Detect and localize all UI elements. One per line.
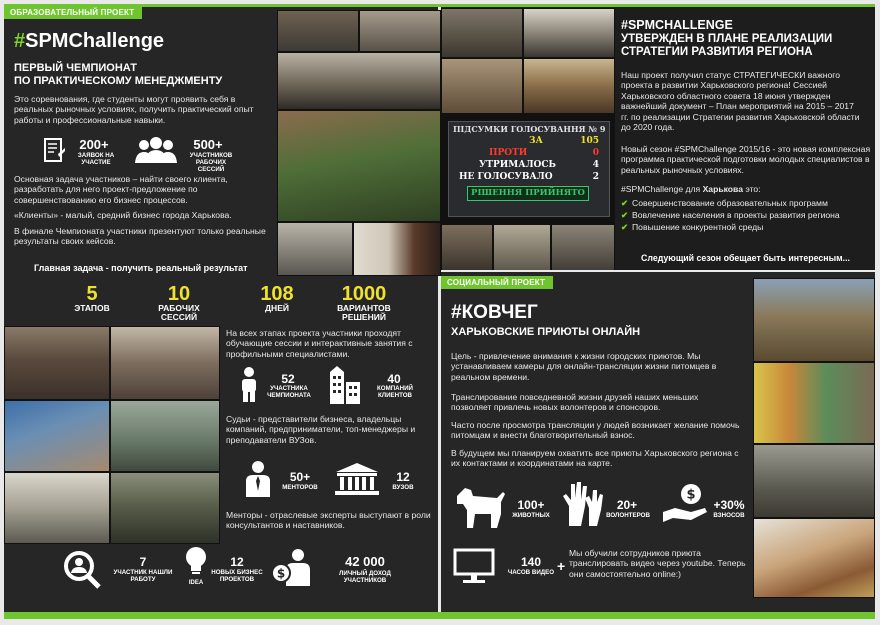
- voting-abstained: УТРИМАЛОСЬ 4: [479, 160, 599, 170]
- bottom-accent-bar: [4, 612, 875, 619]
- spm-subtitle: ПЕРВЫЙ ЧЕМПИОНАТ ПО ПРАКТИЧЕСКОМУ МЕНЕДЖМЕНТУ: [14, 62, 223, 87]
- big-days-label: ДНЕЙ: [265, 303, 289, 313]
- stat-applications-label: ЗАЯВОК НА УЧАСТИЕ: [77, 152, 115, 166]
- photo-volunteers-dogs: [753, 278, 875, 362]
- stat-volunteers-number: 20+: [616, 498, 638, 512]
- stat-jobs-label: УЧАСТНИК НАШЛИ РАБОТУ: [113, 569, 173, 583]
- stat-video-hours-label: ЧАСОВ ВИДЕО: [507, 569, 555, 576]
- trained-staff-text: Мы обучили сотрудников приюта транслировать видео через youtube. Теперь они самостоятельно online:): [569, 548, 746, 579]
- stat-donations-label: ВЗНОСОВ: [713, 512, 745, 519]
- stat-participants52-number: 52: [281, 372, 295, 386]
- voting-for: ЗА 105: [529, 136, 599, 146]
- big-sessions-label: РАБОЧИХ СЕССИЙ: [158, 303, 200, 322]
- education-project-tag: ОБРАЗОВАТЕЛЬНЫЙ ПРОЕКТ: [4, 6, 142, 19]
- big-days-number: 108: [260, 283, 294, 305]
- stat-business-projects-number: 12: [230, 555, 244, 569]
- group-people-icon: [134, 137, 178, 163]
- application-form-icon: [44, 138, 66, 164]
- checklist-item-1: ✔ Совершенствование образовательных программ: [621, 198, 828, 208]
- photo-council-session: [441, 58, 523, 114]
- buildings-icon: [326, 364, 364, 404]
- photo-speaker-stage: [523, 8, 615, 58]
- photo-workshop: [493, 224, 551, 270]
- next-season-text: Следующий сезон обещает быть интересным...: [641, 253, 850, 263]
- stat-income-label: ЛИЧНЫЙ ДОХОД УЧАСТНИКОВ: [339, 570, 391, 584]
- person-icon: [236, 366, 262, 402]
- main-goal-heading: Главная задача - получить реальный результат: [34, 263, 248, 273]
- right-subtitle: УТВЕРЖДЕН В ПЛАНЕ РЕАЛИЗАЦИИ СТРАТЕГИИ РАЗВИТИЯ РЕГИОНА: [621, 33, 833, 58]
- photo-conference-table: [441, 224, 493, 270]
- mentors-text: Менторы - отраслевые эксперты выступают в роли консультантов и наставников.: [226, 510, 431, 531]
- social-project-tag: СОЦИАЛЬНЫЙ ПРОЕКТ: [441, 276, 553, 289]
- stat-volunteers-label: ВОЛОНТЕРОВ: [606, 512, 650, 519]
- photo-puppy: [753, 518, 875, 598]
- photo-auditorium-2: [359, 10, 441, 52]
- volunteer-hands-icon: [559, 480, 605, 526]
- stat-participants52-label: УЧАСТНИКА ЧЕМПИОНАТА: [267, 385, 311, 399]
- stat-jobs-number: 7: [139, 555, 147, 569]
- job-search-icon: [62, 549, 102, 589]
- photo-council-hall: [523, 58, 615, 114]
- kovcheg-title: #КОВЧЕГ: [451, 302, 538, 323]
- university-icon: [334, 462, 380, 496]
- right-panel-top: [441, 4, 875, 270]
- big-solutions-label: ВАРИАНТОВ РЕШЕНИЙ: [337, 303, 391, 322]
- intro-text: Это соревнования, где студенты могут проявить себя в реальных рыночных условиях, получить практический опыт работы и профессиональные навыки.: [14, 94, 254, 125]
- monitor-video-icon: [453, 548, 495, 584]
- right-panel-bottom: [441, 272, 875, 617]
- plus-sign: +: [557, 558, 566, 574]
- stat-video-hours-number: 140: [520, 555, 542, 569]
- big-stages-number: 5: [86, 283, 98, 305]
- stat-business-projects-label: НОВЫХ БИЗНЕС ПРОЕКТОВ: [211, 569, 263, 583]
- photo-hall: [277, 52, 441, 110]
- stat-mentors-label: МЕНТОРОВ: [282, 484, 318, 491]
- stat-donations-number: +30%: [713, 498, 745, 512]
- idea-word: IDEA: [188, 580, 204, 586]
- stat-participants-label: УЧАСТНИКОВ РАБОЧИХ СЕССИЙ: [189, 152, 233, 173]
- svg-text:$: $: [686, 487, 696, 503]
- stat-participants-number: 500+: [193, 137, 223, 152]
- photo-audience: [110, 326, 220, 400]
- stat-animals-number: 100+: [517, 498, 545, 512]
- broadcast-text: Транслирование повседневной жизни друзей наших меньших позволяет привлечь новых волонтеров и спонсоров.: [451, 392, 699, 413]
- voting-not-voted: НЕ ГОЛОСУВАЛО 2: [459, 172, 599, 182]
- photo-meeting-room: [551, 224, 615, 270]
- voting-decision: РІШЕННЯ ПРИЙНЯТО: [467, 186, 589, 201]
- photo-classroom: [4, 326, 110, 400]
- kovcheg-subtitle: ХАРЬКОВСКИЕ ПРИЮТЫ ОНЛАЙН: [451, 326, 641, 338]
- stat-universities-label: ВУЗОВ: [392, 484, 414, 491]
- photo-speaker: [110, 400, 220, 472]
- top-accent-bar: [4, 4, 875, 7]
- svg-text:$: $: [276, 566, 286, 581]
- photo-dog-enclosure: [753, 444, 875, 518]
- photo-team-portrait: [277, 222, 353, 276]
- photo-auditorium-1: [277, 10, 359, 52]
- photo-kennels: [753, 362, 875, 444]
- checklist-item-3: ✔ Повышение конкурентной среды: [621, 222, 764, 232]
- sessions-text: На всех этапах проекта участники проходят обучающие сессии и интерактивные занятия с профильными специалистами.: [226, 328, 413, 359]
- voting-against: ПРОТИ 0: [489, 148, 599, 158]
- new-season-text: Новый сезон #SPMChallenge 2015/16 - это новая комплексная программа практической подготовки молодых специалистов в реальных рыночных условиях.: [621, 144, 871, 175]
- big-stages-label: ЭТАПОВ: [74, 303, 110, 313]
- checklist: [621, 197, 871, 233]
- stat-universities-number: 12: [396, 470, 410, 484]
- big-sessions-number: 10: [167, 283, 191, 305]
- clients-text: «Клиенты» - малый, средний бизнес города Харькова.: [14, 210, 232, 220]
- donation-text: Часто после просмотра трансляции у людей возникает желание помочь питомцам и внести благотворительный взнос.: [451, 420, 740, 441]
- goal-text: Цель - привлечение внимания к жизни городских приютов. Мы устанавливаем камеры для онлайн-трансляции жизни питомцев в реальном времени.: [451, 351, 717, 382]
- income-businessman-icon: [270, 548, 316, 586]
- stat-applications-number: 200+: [79, 137, 109, 152]
- strategy-text: Наш проект получил статус СТРАТЕГИЧЕСКИ важного проекта в развитии Харьковского региона! Сессией Харьковского областного совета 18 июня утвержден важнейший документ – План мероприятий на 2015 – 2017 гг. по реализации Стратегии развития Харьковской области до 2020 года.: [621, 70, 860, 133]
- future-text: В будущем мы планируем охватить все приюты Харьковского региона с их контактами и координатами на карте.: [451, 448, 739, 469]
- photo-audience-right-1: [441, 8, 523, 58]
- main-task-text: Основная задача участников – найти своего клиента, разработать для него проект-предложение по совершенствованию его бизнес процессов.: [14, 174, 228, 205]
- kharkiv-heading: #SPMChallenge для Харькова это:: [621, 184, 761, 194]
- dog-icon: [453, 484, 507, 528]
- stat-animals-label: ЖИВОТНЫХ: [512, 512, 550, 519]
- donation-icon: [661, 482, 709, 526]
- photo-presentation: [110, 472, 220, 544]
- voting-title: ПІДСУМКИ ГОЛОСУВАННЯ № 9: [453, 124, 606, 134]
- photo-students-crowd: [277, 110, 441, 222]
- stat-income-number: 42 000: [345, 554, 385, 569]
- checklist-item-2: ✔ Вовлечение населения в проекты развития региона: [621, 210, 840, 220]
- right-title: #SPMCHALLENGE: [621, 18, 733, 32]
- final-text: В финале Чемпионата участники презентуют только реальные результаты своих кейсов.: [14, 226, 266, 247]
- big-solutions-number: 1000: [341, 283, 387, 305]
- spm-title: #SPMChallenge: [14, 30, 165, 52]
- voting-screen: [441, 114, 615, 224]
- photo-woman-speaker: [353, 222, 441, 276]
- mentor-icon: [244, 459, 272, 497]
- stat-companies-label: КОМПАНИЙ КЛИЕНТОВ: [376, 385, 414, 399]
- photo-group-cheering: [4, 400, 110, 472]
- stat-mentors-number: 50+: [289, 470, 311, 484]
- stat-companies-number: 40: [387, 372, 401, 386]
- photo-team-banner: [4, 472, 110, 544]
- judges-text: Судьи - представители бизнеса, владельцы компаний, предприниматели, топ-менеджеры и преподаватели ВУЗов.: [226, 414, 416, 445]
